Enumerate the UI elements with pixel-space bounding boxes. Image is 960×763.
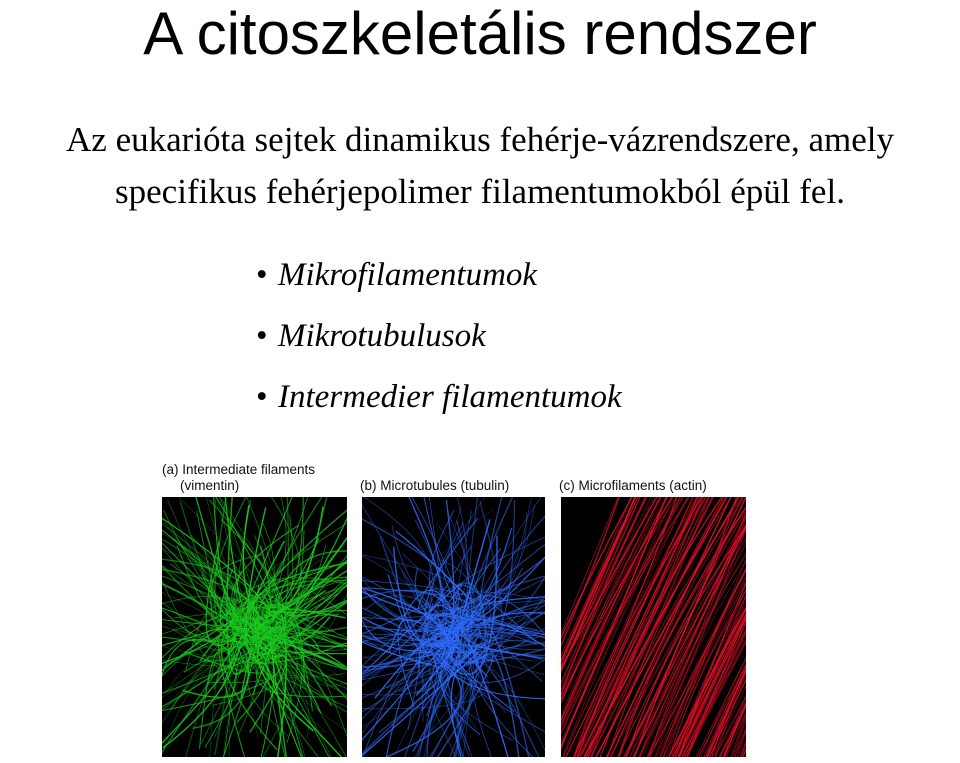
micrograph-tubulin bbox=[362, 497, 545, 757]
bullet-item-mikrofilamentumok bbox=[256, 250, 622, 311]
caption-a-line-1: (a) Intermediate filaments bbox=[162, 462, 316, 477]
bullet-icon: • bbox=[256, 379, 268, 415]
caption-microfilaments: (c) Microfilaments (actin) bbox=[559, 478, 707, 493]
bullet-item-intermedier bbox=[256, 372, 622, 433]
slide-subtitle bbox=[0, 114, 960, 218]
caption-microtubules: (b) Microtubules (tubulin) bbox=[360, 478, 510, 493]
bullet-icon: • bbox=[256, 318, 268, 354]
caption-a-line-2: (vimentin) bbox=[180, 478, 240, 493]
bullet-text: Mikrofilamentumok bbox=[278, 257, 538, 293]
bullet-icon: • bbox=[256, 257, 268, 293]
micrograph-vimentin bbox=[162, 497, 347, 757]
bullet-text: Mikrotubulusok bbox=[278, 318, 486, 354]
caption-intermediate-filaments bbox=[162, 462, 315, 494]
bullet-list bbox=[256, 250, 622, 433]
subtitle-line-1: Az eukarióta sejtek dinamikus fehérje-vázrendszere, amely bbox=[66, 120, 894, 159]
bullet-item-mikrotubulusok bbox=[256, 311, 622, 372]
slide-title: A citoszkeletális rendszer bbox=[143, 0, 817, 67]
filament-stroke bbox=[477, 497, 545, 601]
bullet-text: Intermedier filamentumok bbox=[278, 379, 622, 415]
micrograph-actin bbox=[561, 497, 746, 757]
subtitle-line-2: specifikus fehérjepolimer filamentumokból épül fel. bbox=[115, 172, 845, 211]
